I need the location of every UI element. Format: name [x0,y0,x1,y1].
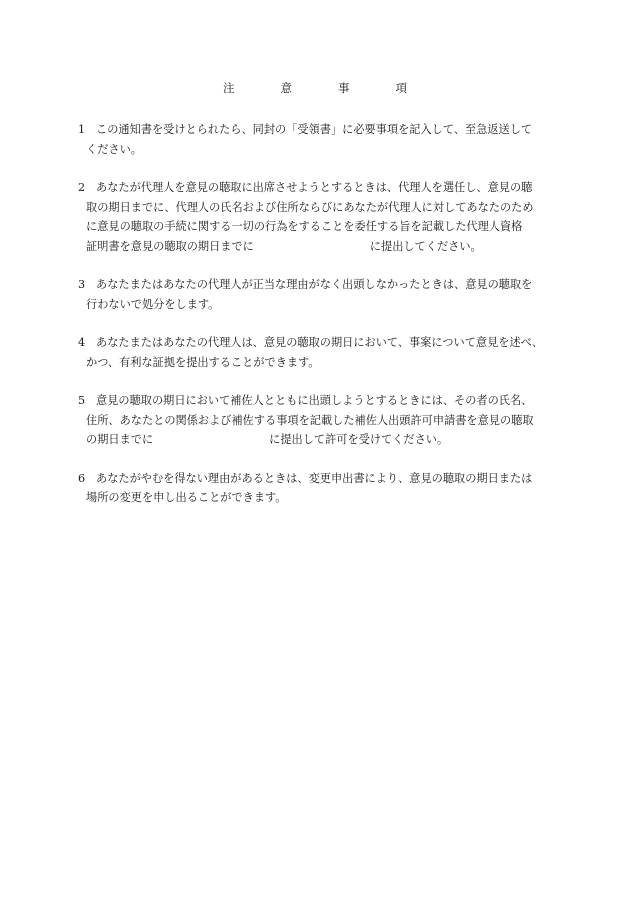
item-line: 場所の変更を申し出ることができます。 [86,491,287,504]
item-line: あなたまたはあなたの代理人は、意見の聴取の期日において、事案について意見を述べ、 [96,336,544,349]
notice-item-6 [78,469,556,508]
item-number: 4 [78,336,86,349]
text-before-blank: の期日までに [86,433,154,446]
title-char: 事 [338,81,350,95]
page-title [0,80,630,96]
notice-item-2 [78,178,556,256]
item-line-with-blank [78,237,556,257]
title-char: 注 [223,81,235,95]
text-after-blank: に提出して許可を受けてください。 [269,433,449,446]
item-line: あなたがやむを得ない理由があるときは、変更申出書により、意見の聴取の期日または [96,471,533,485]
item-number: 6 [78,471,86,485]
notice-item-4 [78,333,556,372]
title-char: 意 [280,81,292,95]
text-before-blank: 証明書を意見の聴取の期日までに [86,239,254,253]
notice-item-1 [78,120,556,159]
item-line-with-blank [78,430,556,450]
notice-item-3 [78,275,556,314]
item-line: あなたが代理人を意見の聴取に出席させようとするときは、代理人を選任し、意見の聴 [96,181,533,194]
text-after-blank: に提出してください。 [369,239,482,253]
item-number: 3 [78,278,86,291]
item-line: 行わないで処分をします。 [86,297,220,311]
notice-item-5 [78,391,556,450]
item-line: 意見の聴取の期日において補佐人とともに出頭しようとするときには、その者の氏名、 [96,394,533,407]
title-char: 項 [395,81,407,95]
item-line: 住所、あなたとの関係および補佐する事項を記載した補佐人出頭許可申請書を意見の聴取 [86,413,534,427]
item-line: ください。 [86,142,142,156]
item-line: あなたまたはあなたの代理人が正当な理由がなく出頭しなかったときは、意見の聴取を [96,278,533,291]
notice-items [78,120,556,527]
item-line: 取の期日までに、代理人の氏名および住所ならびにあなたが代理人に対してあなたのため [86,200,534,214]
item-line: かつ、有利な証拠を提出することができます。 [86,355,320,369]
item-number: 5 [78,394,86,407]
item-number: 1 [78,123,86,136]
item-number: 2 [78,181,86,194]
item-line: この通知書を受けとられたら、同封の「受領書」に必要事項を記入して、至急返送して [96,123,533,136]
item-line: に意見の聴取の手続に関する一切の行為をすることを委任する旨を記載した代理人資格 [86,220,523,233]
